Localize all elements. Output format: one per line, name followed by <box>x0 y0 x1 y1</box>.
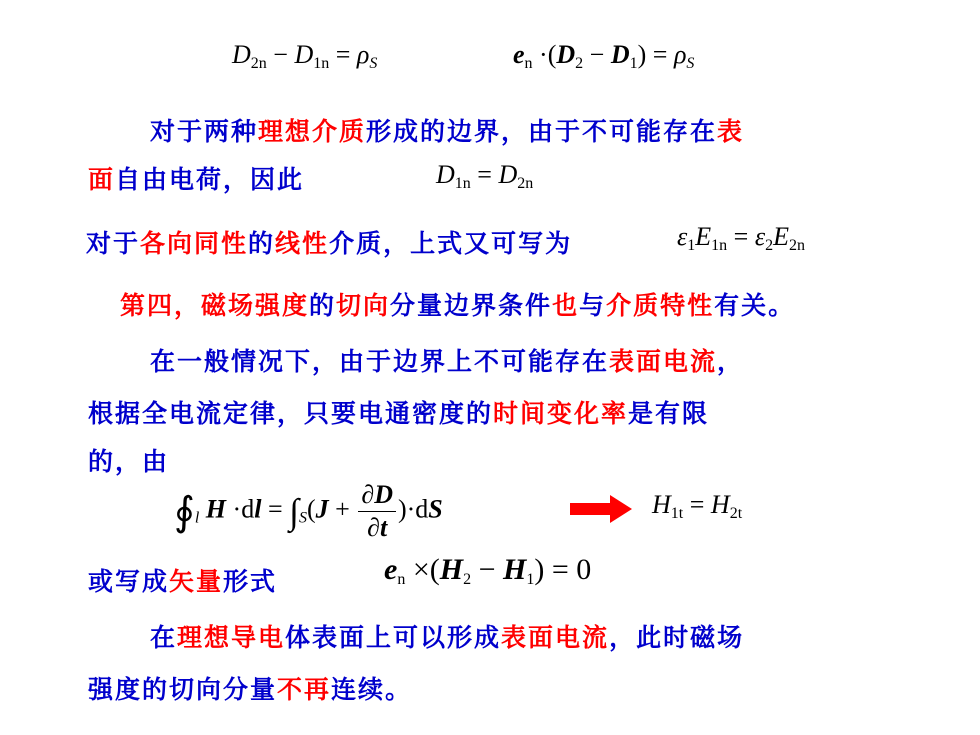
para1-text-f: 自由电荷，因此 <box>115 165 305 194</box>
para1-text-a: 对于两种 <box>150 117 259 146</box>
para4-text-g: 的，由 <box>88 447 170 476</box>
para6-text-perfect-conductor: 理想导电 <box>177 623 286 652</box>
para3-text-a: 第四，磁场强度 <box>120 291 310 320</box>
para3-text-f: 与 <box>579 291 607 320</box>
para2-text-isotropic: 各向同性 <box>140 229 249 258</box>
para2-text-a: 对于 <box>86 229 141 258</box>
para5-text-c: 形式 <box>223 567 278 596</box>
para5-line1 <box>88 562 277 598</box>
para6-line1 <box>150 618 744 654</box>
para6-text-e: ，此时磁场 <box>609 623 745 652</box>
formula-normal-d-scalar: $D_{2n} - D_{1n} = \rho_S$ <box>232 40 378 72</box>
para3-text-b: 的 <box>309 291 337 320</box>
para4-text-time-rate: 时间变化率 <box>493 399 629 428</box>
para4-text-d: 根据全电流定律，只要电通密度的 <box>88 399 494 428</box>
para6-text-h: 连续。 <box>331 675 413 704</box>
para2-line1 <box>86 224 572 260</box>
para3-line1 <box>120 286 795 322</box>
para3-text-g: 介质特性 <box>606 291 715 320</box>
para1-line2 <box>88 160 304 196</box>
formula-ampere-law: $∮_l$ $H \cdot dl = \int_S(J$ + $\frac{\partial D}{\partial t}$ )·dS <box>174 480 443 542</box>
para4-text-a: 在一般情况下，由于边界上不可能存在 <box>150 347 610 376</box>
formula-d-continuity: $D_{1n} = D_{2n}$ <box>436 160 534 192</box>
para6-line2 <box>88 670 412 706</box>
para3-text-h: 有关。 <box>714 291 796 320</box>
fraction-dd-dt: $\frac{\partial D}{\partial t}$ <box>358 482 396 541</box>
formula-epsilon-e: $\varepsilon_1E_{1n} = \varepsilon_2E_{2n}$ <box>677 222 805 254</box>
para1-text-d: 表 <box>717 117 745 146</box>
right-arrow-icon <box>570 494 632 524</box>
formula-h-tangential: $H_{1t} = H_{2t}$ <box>652 490 743 522</box>
para1-text-ideal-dielectric: 理想介质 <box>258 117 367 146</box>
para3-text-e: 也 <box>552 291 580 320</box>
para2-text-c: 的 <box>248 229 276 258</box>
para6-text-surface-current: 表面电流 <box>501 623 610 652</box>
para3-text-c: 切向 <box>336 291 391 320</box>
para3-text-d: 分量边界条件 <box>390 291 553 320</box>
formula-normal-d-vector: $e_n \cdot(D_2 - D_1) = \rho_S$ <box>513 40 695 72</box>
para2-text-e: 介质，上式又可写为 <box>329 229 573 258</box>
para4-text-c: ， <box>717 347 745 376</box>
para4-line3 <box>88 442 169 478</box>
para6-text-f: 强度的切向分量 <box>88 675 278 704</box>
para4-line2 <box>88 394 709 430</box>
para4-text-f: 是有限 <box>628 399 710 428</box>
para2-text-linear: 线性 <box>275 229 330 258</box>
para1-line1 <box>150 112 744 148</box>
para4-line1 <box>150 342 744 378</box>
para1-text-e: 面 <box>88 165 116 194</box>
para6-text-c: 体表面上可以形成 <box>285 623 502 652</box>
para6-text-not-continuous: 不再 <box>277 675 332 704</box>
para5-text-vector: 矢量 <box>169 567 224 596</box>
para6-text-a: 在 <box>150 623 178 652</box>
para4-text-surface-current: 表面电流 <box>609 347 718 376</box>
para5-text-a: 或写成 <box>88 567 170 596</box>
formula-h-vector-form: $e_n \times(H_2 - H_1) = 0$ <box>384 553 592 588</box>
para1-text-c: 形成的边界，由于不可能存在 <box>366 117 718 146</box>
